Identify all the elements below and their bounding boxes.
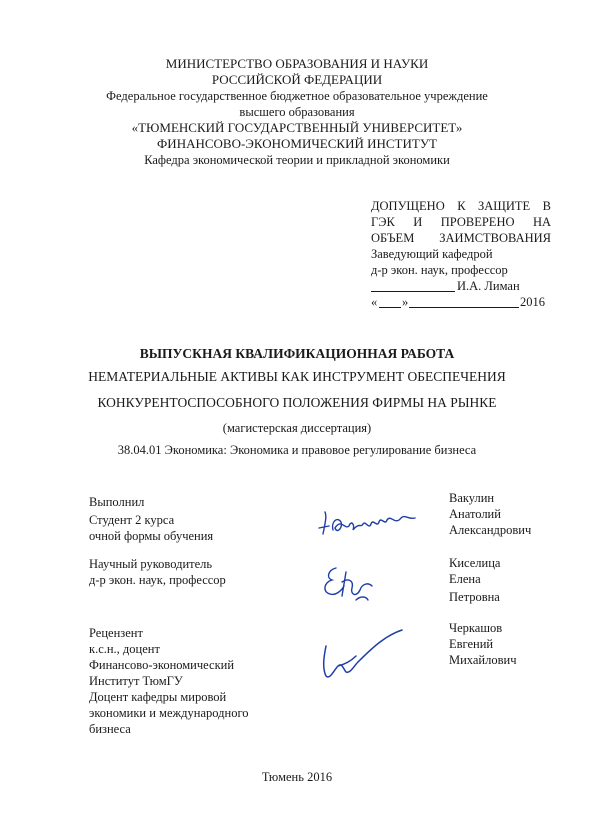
student-label-1: Выполнил: [89, 495, 145, 509]
supervisor-signature: [316, 560, 376, 605]
reviewer-label-1: Рецензент: [89, 626, 143, 640]
supervisor-label-1: Научный руководитель: [89, 557, 213, 571]
approval-line-1: ДОПУЩЕНО К ЗАЩИТЕ В: [371, 199, 551, 213]
approval-degree: д-р экон. наук, профессор: [371, 263, 508, 277]
reviewer-surname: Черкашов: [449, 621, 503, 635]
ministry-line-2: РОССИЙСКОЙ ФЕДЕРАЦИИ: [211, 72, 383, 87]
approval-role: Заведующий кафедрой: [371, 247, 493, 261]
footer-city-year: Тюмень 2016: [261, 770, 333, 784]
university-name: «ТЮМЕНСКИЙ ГОСУДАРСТВЕННЫЙ УНИВЕРСИТЕТ»: [131, 120, 463, 135]
supervisor-patronymic: Петровна: [449, 590, 500, 604]
supervisor-label-2: д-р экон. наук, профессор: [89, 573, 226, 587]
reviewer-first-name: Евгений: [449, 637, 494, 651]
program-code: 38.04.01 Экономика: Экономика и правовое регулирование бизнеса: [117, 443, 477, 457]
department-name: Кафедра экономической теории и прикладной экономики: [144, 153, 450, 167]
ministry-line-1: МИНИСТЕРСТВО ОБРАЗОВАНИЯ И НАУКИ: [165, 56, 429, 71]
reviewer-patronymic: Михайлович: [449, 653, 517, 667]
work-type-title: ВЫПУСКНАЯ КВАЛИФИКАЦИОННАЯ РАБОТА: [139, 346, 455, 361]
date-month-line: [409, 307, 519, 308]
reviewer-label-2: к.с.н., доцент: [89, 642, 160, 656]
approval-signature-line: [371, 291, 455, 292]
date-quote-close: »: [402, 295, 409, 309]
student-label-3: очной формы обучения: [89, 529, 214, 543]
approval-line-3: ОБЪЕМ ЗАИМСТВОВАНИЯ: [371, 231, 551, 245]
date-day-line: [379, 307, 401, 308]
reviewer-label-4: Институт ТюмГУ: [89, 674, 183, 688]
supervisor-first-name: Елена: [449, 572, 481, 586]
approval-date-row: [371, 294, 551, 310]
student-label-2: Студент 2 курса: [89, 513, 175, 527]
institution-line-1: Федеральное государственное бюджетное образовательное учреждение: [106, 89, 488, 103]
reviewer-label-7: бизнеса: [89, 722, 131, 736]
approval-name: И.А. Лиман: [457, 279, 520, 293]
approval-year: 2016: [520, 295, 545, 309]
student-first-name: Анатолий: [449, 507, 501, 521]
thesis-kind: (магистерская диссертация): [222, 421, 372, 435]
reviewer-label-3: Финансово-экономический: [89, 658, 235, 672]
reviewer-signature: [316, 626, 416, 682]
approval-signature-row: [371, 278, 551, 294]
topic-line-2: КОНКУРЕНТОСПОСОБНОГО ПОЛОЖЕНИЯ ФИРМЫ НА РЫНКЕ: [97, 395, 497, 410]
student-signature: [315, 500, 425, 542]
institute-name: ФИНАНСОВО-ЭКОНОМИЧЕСКИЙ ИНСТИТУТ: [157, 136, 437, 151]
reviewer-label-5: Доцент кафедры мировой: [89, 690, 227, 704]
institution-line-2: высшего образования: [239, 105, 355, 119]
student-surname: Вакулин: [449, 491, 495, 505]
supervisor-surname: Киселица: [449, 556, 501, 570]
date-quote-open: «: [371, 295, 378, 309]
reviewer-label-6: экономики и международного: [89, 706, 249, 720]
approval-line-2: ГЭК И ПРОВЕРЕНО НА: [371, 215, 551, 229]
topic-line-1: НЕМАТЕРИАЛЬНЫЕ АКТИВЫ КАК ИНСТРУМЕНТ ОБЕСПЕЧЕНИЯ: [88, 369, 506, 384]
student-patronymic: Александрович: [449, 523, 532, 537]
